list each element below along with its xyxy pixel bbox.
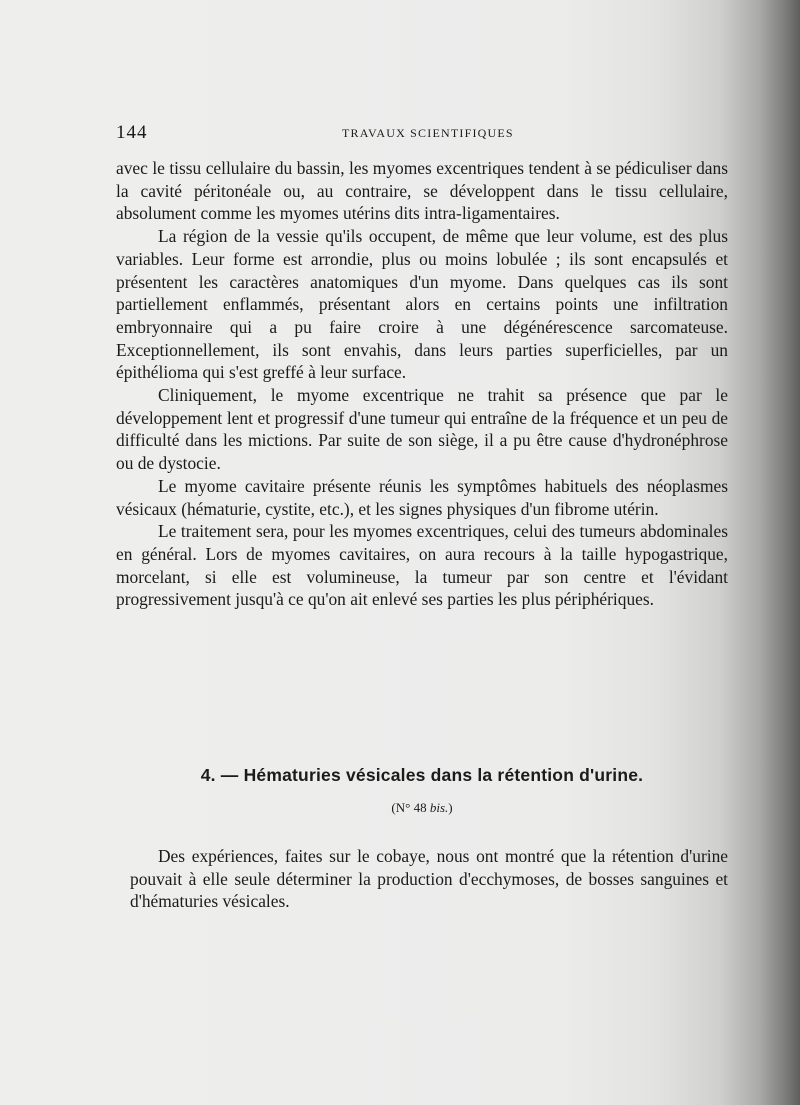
section-reference [116, 800, 728, 816]
main-text [116, 157, 728, 611]
section-heading: 4. — Hématuries vésicales dans la rétention d'urine. [200, 765, 644, 785]
page-number: 144 [116, 122, 148, 143]
section-text [130, 845, 728, 913]
paragraph-cavitary: Le myome cavitaire présente réunis les symptômes habituels des néoplasmes vésicaux (hématurie, cystite, etc.), et les signes physiques d'un fibrome utérin. [116, 475, 728, 519]
section-ref-suffix: ) [448, 800, 453, 815]
paragraph-clinical: Cliniquement, le myome excentrique ne trahit sa présence que par le développement lent et progressif d'une tumeur qui entraîne de la fréquence et un peu de difficulté dans les mictions. Par suite de son siège, il a pu être cause d'hydronéphrose ou de dystocie. [116, 385, 728, 474]
paragraph-region: La région de la vessie qu'ils occupent, de même que leur volume, est des plus variables. Leur forme est arrondie, plus ou moins lobulée ; ils sont encapsulés et présentent les caractères anatomiques d'un myome. Dans quelques cas ils sont partiellement enflammés, présentant alors en certains points une infiltration embryonnaire qui a pu faire croire à une dégénérescence sarcomateuse. Exceptionnellement, ils sont envahis, dans leurs parties superficielles, par un épithélioma qui s'est greffé à leur surface. [116, 226, 728, 383]
section-ref-bis: bis. [429, 800, 449, 815]
paragraph-treatment: Le traitement sera, pour les myomes excentriques, celui des tumeurs abdominales en général. Lors de myomes cavitaires, on aura recours à la taille hypogastrique, morcelant, si elle est volumineuse, la tumeur par son centre et l'évidant progressivement jusqu'à ce qu'on ait enlevé ses parties les plus périphériques. [116, 521, 728, 610]
section-paragraph: Des expériences, faites sur le cobaye, nous ont montré que la rétention d'urine pouvait à elle seule déterminer la production d'ecchymoses, de bosses sanguines et d'hématuries vésicales. [130, 846, 728, 912]
paragraph-continuation: avec le tissu cellulaire du bassin, les myomes excentriques tendent à se pédiculiser dans la cavité péritonéale ou, au contraire, se développent dans le tissu cellulaire, absolument comme les myomes utérins dits intra-ligamentaires. [116, 158, 728, 224]
section-ref-prefix: (N° 48 [391, 800, 430, 815]
page-header [116, 122, 730, 146]
running-title: TRAVAUX SCIENTIFIQUES [342, 126, 514, 140]
